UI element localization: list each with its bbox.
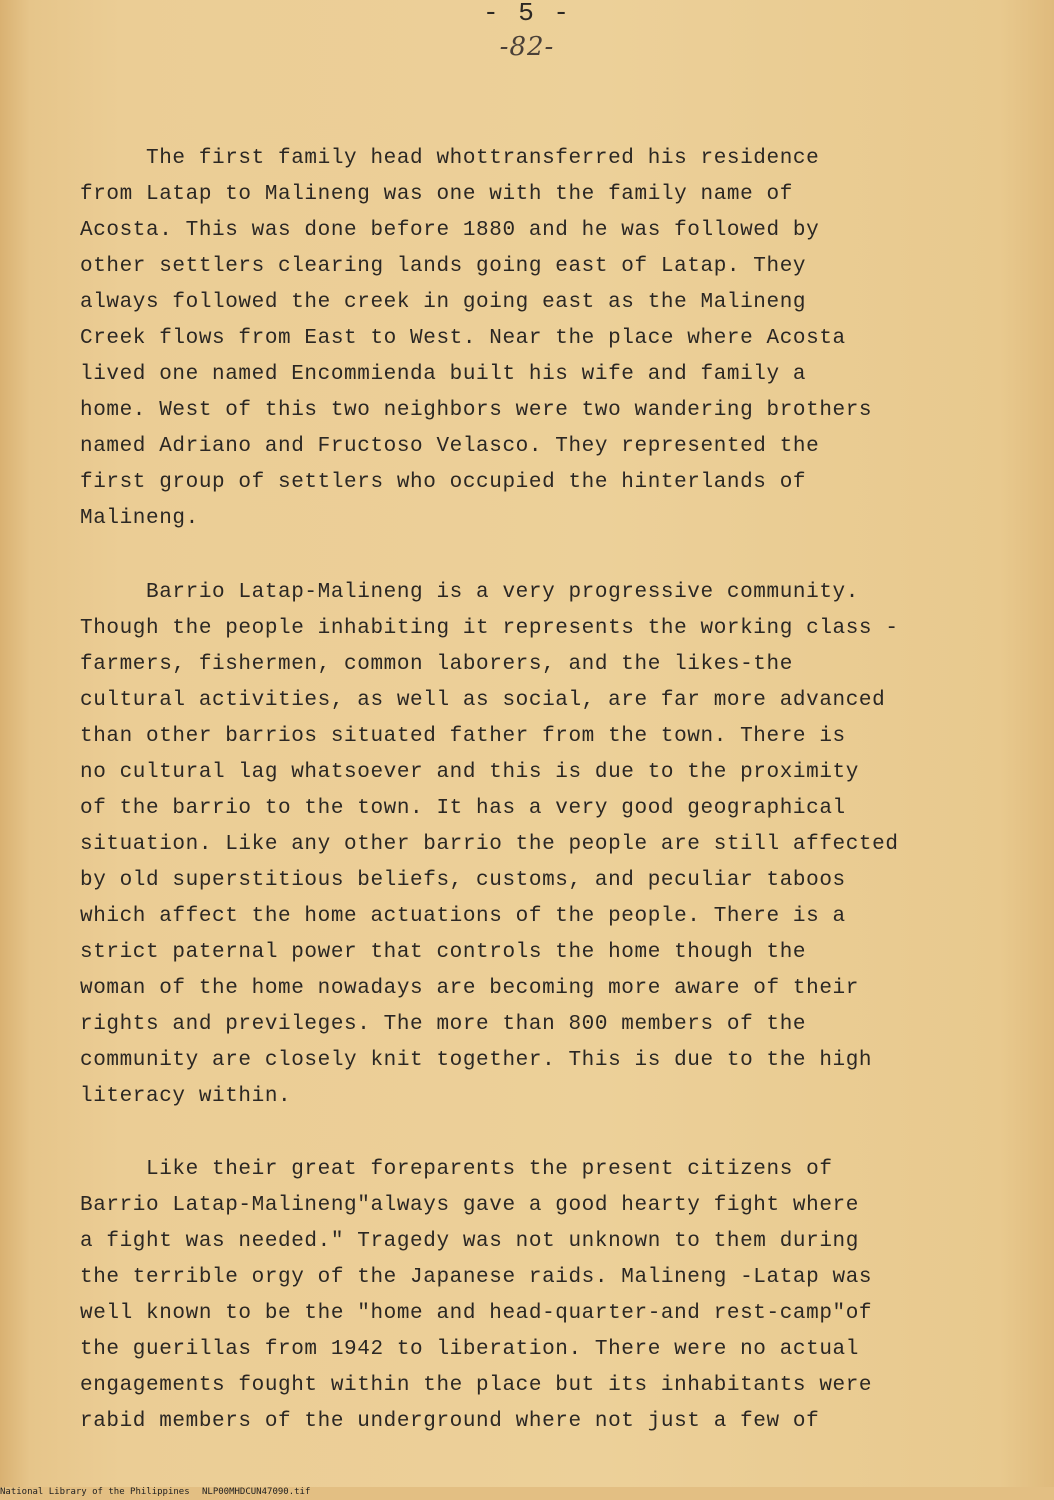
text-line: rabid members of the underground where not just a few of [80,1410,820,1433]
text-line: Creek flows from East to West. Near the place where Acosta [80,327,846,350]
paragraph-2 [80,575,1000,1115]
text-line: by old superstitious beliefs, customs, and peculiar taboos [80,869,846,892]
text-line: Acosta. This was done before 1880 and he was followed by [80,219,820,242]
text-line: rights and previleges. The more than 800 members of the [80,1013,807,1036]
page-number: - 5 - [482,0,571,28]
text-line: farmers, fishermen, common laborers, and the likes-the [80,653,793,676]
handwritten-page-number: -82- [499,32,555,62]
text-line: of the barrio to the town. It has a very good geographical [80,797,846,820]
text-line: The first family head whottransferred his residence [80,147,820,170]
text-line: home. West of this two neighbors were two wandering brothers [80,399,873,422]
text-line: literacy within. [80,1085,292,1108]
text-line: well known to be the "home and head-quarter-and rest-camp"of [80,1302,873,1325]
text-line: the guerillas from 1942 to liberation. There were no actual [80,1338,859,1361]
text-line: other settlers clearing lands going east of Latap. They [80,255,807,278]
text-line: the terrible orgy of the Japanese raids. Malineng -Latap was [80,1266,873,1289]
text-line: Barrio Latap-Malineng"always gave a good hearty fight where [80,1194,859,1217]
text-line: Barrio Latap-Malineng is a very progressive community. [80,581,859,604]
text-line: a fight was needed." Tragedy was not unknown to them during [80,1230,859,1253]
scan-footer [0,1487,1054,1500]
text-line: strict paternal power that controls the home though the [80,941,807,964]
text-line: which affect the home actuations of the people. There is a [80,905,846,928]
text-line: lived one named Encommienda built his wife and family a [80,363,807,386]
text-line: Though the people inhabiting it represents the working class - [80,617,899,640]
footer-institution: National Library of the Philippines [0,1487,190,1497]
text-line: community are closely knit together. This is due to the high [80,1049,873,1072]
text-line: named Adriano and Fructoso Velasco. They represented the [80,435,820,458]
paragraph-3 [80,1152,1000,1440]
text-line: Malineng. [80,507,199,530]
text-line: from Latap to Malineng was one with the family name of [80,183,793,206]
paragraph-1 [80,141,1000,537]
text-line: first group of settlers who occupied the hinterlands of [80,471,807,494]
text-line: situation. Like any other barrio the people are still affected [80,833,899,856]
text-line: always followed the creek in going east as the Malineng [80,291,807,314]
text-line: cultural activities, as well as social, are far more advanced [80,689,886,712]
text-line: Like their great foreparents the present citizens of [80,1158,833,1181]
text-line: no cultural lag whatsoever and this is due to the proximity [80,761,859,784]
footer-filename: NLP00MHDCUN47090.tif [202,1487,311,1497]
text-line: engagements fought within the place but its inhabitants were [80,1374,873,1397]
text-line: woman of the home nowadays are becoming more aware of their [80,977,859,1000]
text-line: than other barrios situated father from the town. There is [80,725,846,748]
